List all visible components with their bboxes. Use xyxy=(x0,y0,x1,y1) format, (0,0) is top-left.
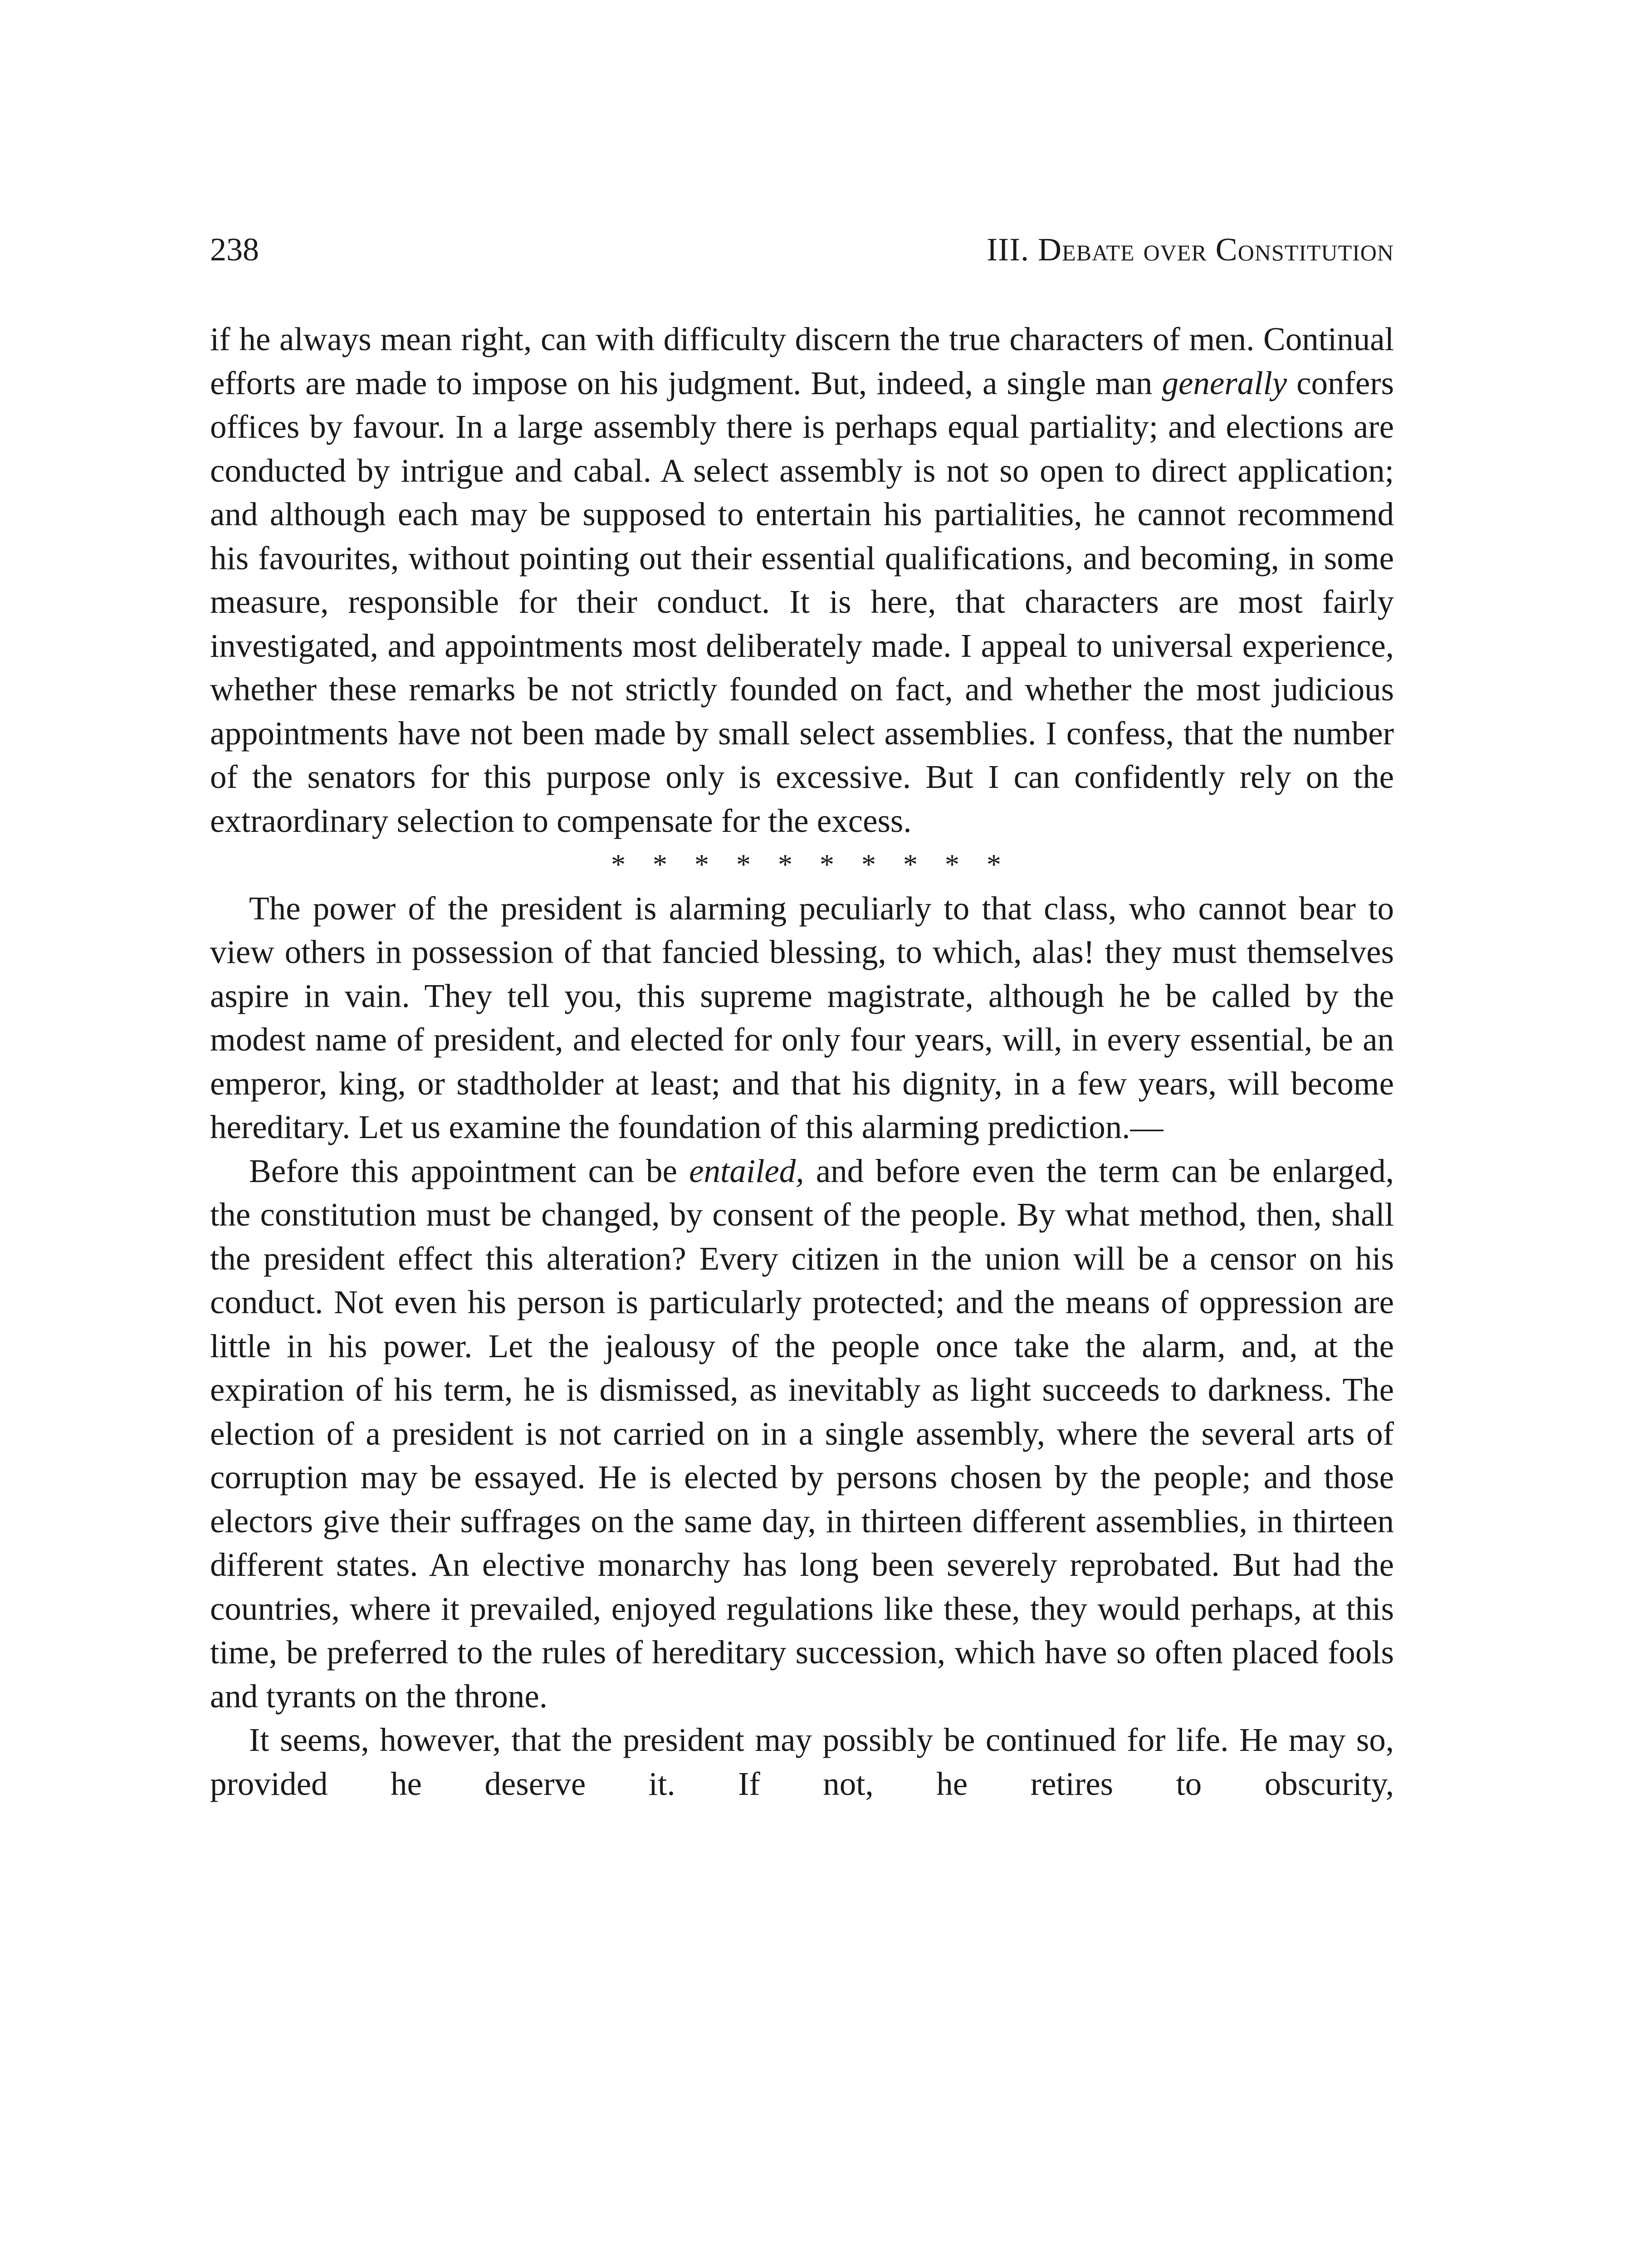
paragraph-president-power: The power of the president is alarming peculiarly to that class, who cannot bear to view others in possession of that fancied blessing, to which, alas! they must themselves aspire in vain. They tell you, this supreme magistrate, although he be called by the modest name of president, and elected for only four years, will, in every essential, be an emperor, king, or stadtholder at least; and that his dignity, in a few years, will become hereditary. Let us examine the foundation of this alarming prediction.— xyxy=(210,890,1394,1145)
emphasis-entailed: entailed, xyxy=(689,1152,804,1189)
body-text xyxy=(210,318,1394,1806)
paragraph-text: if he always mean right, can with difficulty discern the true characters of men. Continual efforts are made to impose on his judgment. But, indeed, a single man xyxy=(210,321,1394,401)
paragraph-text: confers offices by favour. In a large assembly there is perhaps equal partiality; and elections are conducted by intrigue and cabal. A select assembly is not so open to direct application; and although each may be supposed to entertain his partialities, he cannot recommend his favourites, without pointing out their essential qualifications, and becoming, in some measure, responsible for their conduct. It is here, that characters are most fairly investigated, and appointments most deliberately made. I appeal to universal experience, whether these remarks be not strictly founded on fact, and whether the most judicious appointments have not been made by small select assemblies. I confess, that the number of the senators for this purpose only is excessive. But I can confidently rely on the extraordinary selection to compensate for the excess. xyxy=(210,364,1394,839)
paragraph-appointment xyxy=(210,1149,1394,1719)
emphasis-generally: generally xyxy=(1162,364,1287,401)
section-title: III. Debate over Constitution xyxy=(987,231,1394,268)
page-number: 238 xyxy=(210,231,259,268)
paragraph-continued-for-life: It seems, however, that the president may possibly be continued for life. He may so, provided he deserve it. If not, he retires to obscurity, xyxy=(210,1721,1394,1802)
paragraph-text: Before this appointment can be xyxy=(249,1152,689,1189)
running-head xyxy=(210,229,1394,270)
paragraph-text: and before even the term can be enlarged, the constitution must be changed, by consent of the people. By what method, then, shall the president effect this alteration? Every citizen in the union will be a censor on his conduct. Not even his person is particularly protected; and the means of oppression are little in his power. Let the jealousy of the people once take the alarm, and, at the expiration of his term, he is dismissed, as inevitably as light succeeds to darkness. The election of a president is not carried on in a single assembly, where the several arts of corruption may be essayed. He is elected by persons chosen by the people; and those electors give their suffrages on the same day, in thirteen different assemblies, in thirteen different states. An elective monarchy has long been severely reprobated. But had the countries, where it prevailed, enjoyed regulations like these, they would perhaps, at this time, be preferred to the rules of hereditary succession, which have so often placed fools and tyrants on the throne. xyxy=(210,1152,1394,1715)
section-break-asterism: * * * * * * * * * * xyxy=(611,848,1011,880)
paragraph-continued xyxy=(210,318,1394,843)
